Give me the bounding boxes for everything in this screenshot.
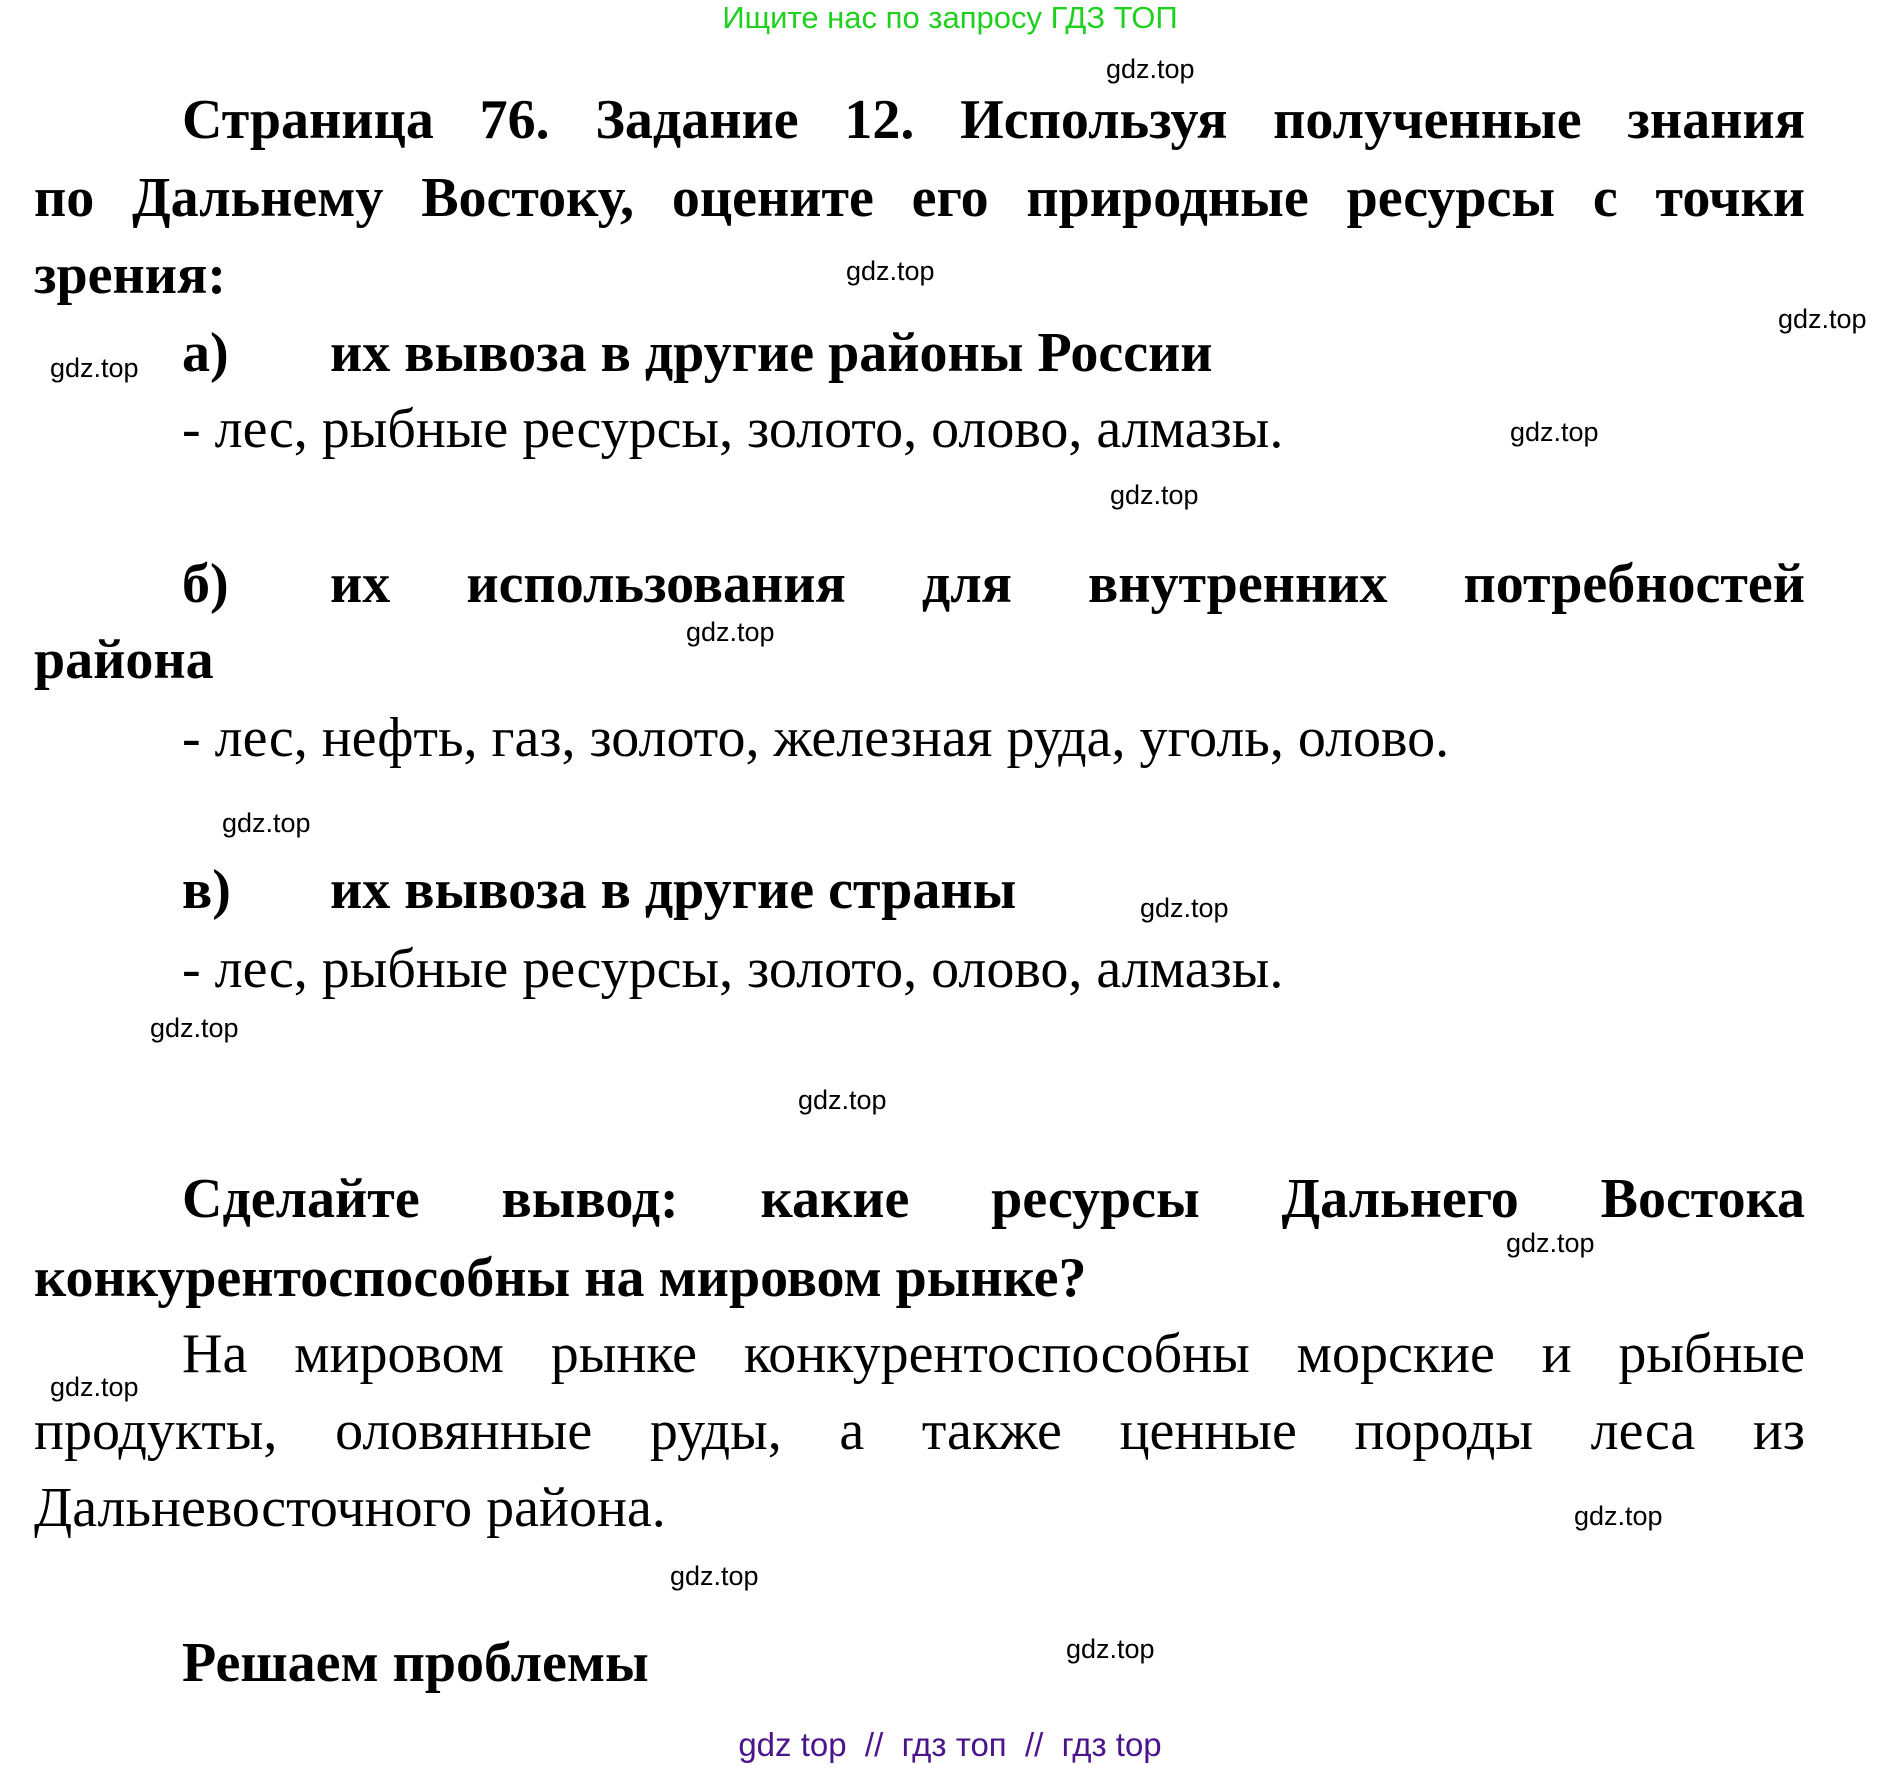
item-label: их вывоза в другие страны <box>330 859 1017 921</box>
watermark: gdz.top <box>670 1561 759 1591</box>
conclusion-question: Сделайте вывод: какие ресурсы Дальнего Востока <box>182 1168 1805 1230</box>
watermark: gdz.top <box>1140 893 1229 923</box>
item-answer: - лес, нефть, газ, золото, железная руда, уголь, олово. <box>182 707 1450 769</box>
item-label: района <box>34 629 214 691</box>
watermark: gdz.top <box>1574 1501 1663 1531</box>
watermark: gdz.top <box>50 353 139 383</box>
watermark: gdz.top <box>798 1085 887 1115</box>
conclusion-answer: На мировом рынке конкурентоспособны морские и рыбные <box>182 1323 1805 1385</box>
item-answer: - лес, рыбные ресурсы, золото, олово, алмазы. <box>182 938 1284 1000</box>
conclusion-answer: Дальневосточного района. <box>34 1477 666 1539</box>
footer-links[interactable]: gdz top // гдз топ // гдз top <box>738 1726 1162 1763</box>
watermark: gdz.top <box>150 1013 239 1043</box>
watermark: gdz.top <box>846 256 935 286</box>
item-label: их использования для внутренних потребностей <box>330 553 1805 615</box>
watermark: gdz.top <box>1106 54 1195 84</box>
site-banner[interactable]: Ищите нас по запросу ГДЗ ТОП <box>722 0 1178 35</box>
task-text: по Дальнему Востоку, оцените его природные ресурсы с точки <box>34 167 1805 229</box>
watermark: gdz.top <box>1510 417 1599 447</box>
watermark: gdz.top <box>1110 480 1199 510</box>
watermark: gdz.top <box>1066 1634 1155 1664</box>
watermark: gdz.top <box>50 1372 139 1402</box>
watermark: gdz.top <box>1506 1228 1595 1258</box>
item-marker: а) <box>182 322 229 384</box>
watermark: gdz.top <box>222 808 311 838</box>
item-marker: б) <box>182 553 229 615</box>
item-label: их вывоза в другие районы России <box>330 322 1213 384</box>
item-answer: - лес, рыбные ресурсы, золото, олово, алмазы. <box>182 398 1284 460</box>
watermark: gdz.top <box>686 617 775 647</box>
conclusion-answer: продукты, оловянные руды, а также ценные породы леса из <box>34 1400 1805 1462</box>
watermark: gdz.top <box>1778 304 1867 334</box>
item-marker: в) <box>182 859 231 921</box>
conclusion-question: конкурентоспособны на мировом рынке? <box>34 1247 1087 1309</box>
next-section-heading: Решаем проблемы <box>182 1632 649 1694</box>
task-title: Страница 76. Задание 12. Используя полученные знания <box>182 89 1805 151</box>
task-text: зрения: <box>34 244 226 306</box>
